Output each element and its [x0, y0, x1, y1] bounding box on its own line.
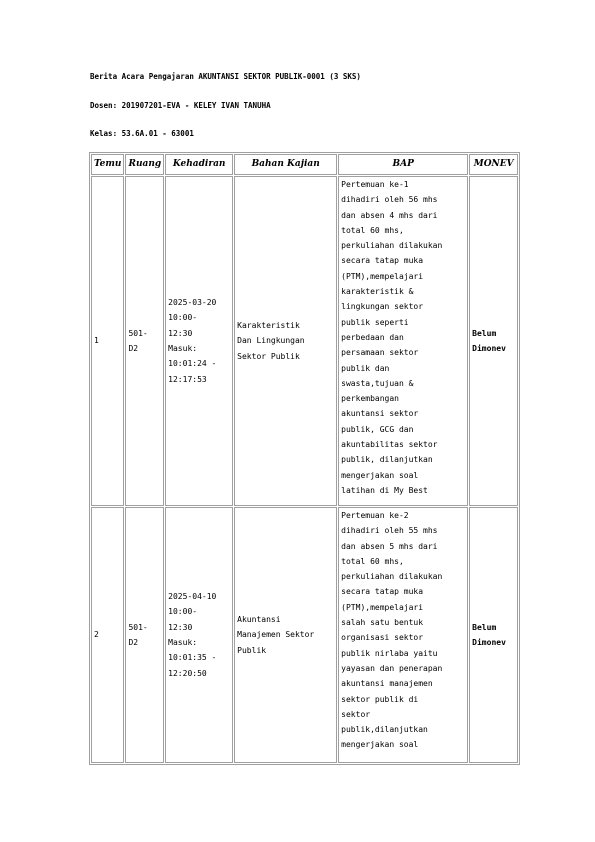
cell-monev — [469, 176, 518, 506]
cell-ruang — [125, 176, 164, 506]
cell-bahan-kajian-text: Karakteristik Dan Lingkungan Sektor Publik — [237, 321, 305, 361]
cell-temu-text: 2 — [94, 630, 99, 640]
bap-table — [89, 152, 520, 765]
cell-temu — [91, 176, 124, 506]
cell-kehadiran — [165, 507, 233, 763]
cell-ruang-text: 501- D2 — [128, 622, 148, 647]
cell-temu — [91, 507, 124, 763]
cell-bahan-kajian — [234, 176, 337, 506]
cell-bap — [338, 507, 468, 763]
table-row — [91, 507, 518, 763]
column-header-ruang: Ruang — [125, 154, 164, 175]
table-row — [91, 176, 518, 506]
cell-monev-text: Belum Dimonev — [472, 328, 506, 353]
column-header-kehadiran: Kehadiran — [165, 154, 233, 175]
column-header-bap: BAP — [338, 154, 468, 175]
cell-ruang-text: 501- D2 — [128, 328, 148, 353]
column-header-monev: MONEV — [469, 154, 518, 175]
cell-bap-text: Pertemuan ke-2 dihadiri oleh 55 mhs dan absen 5 mhs dari total 60 mhs, perkuliahan dilakukan secara tatap muka (PTM),mempelajari salah satu bentuk organisasi sektor publik nirlaba yaitu yayasan dan penerapan akuntansi manajemen sektor publik di sektor publik,dilanjutkan mengerjakan soal — [341, 511, 443, 750]
cell-ruang — [125, 507, 164, 763]
cell-kehadiran — [165, 176, 233, 506]
cell-monev — [469, 507, 518, 763]
cell-temu-text: 1 — [94, 336, 99, 346]
cell-monev-text: Belum Dimonev — [472, 622, 506, 647]
cell-bahan-kajian — [234, 507, 337, 763]
document-title: Berita Acara Pengajaran AKUNTANSI SEKTOR PUBLIK-0001 (3 SKS) — [90, 72, 361, 81]
table-header-row — [91, 154, 518, 175]
cell-bap — [338, 176, 468, 506]
cell-bahan-kajian-text: Akuntansi Manajemen Sektor Publik — [237, 615, 315, 655]
column-header-temu: Temu — [91, 154, 124, 175]
cell-kehadiran-text: 2025-03-20 10:00- 12:30 Masuk: 10:01:24 - 12:17:53 — [168, 298, 217, 384]
cell-kehadiran-text: 2025-04-10 10:00- 12:30 Masuk: 10:01:35 - 12:20:50 — [168, 592, 217, 678]
cell-bap-text: Pertemuan ke-1 dihadiri oleh 56 mhs dan absen 4 mhs dari total 60 mhs, perkuliahan dilakukan secara tatap muka (PTM),mempelajari karakteristik & lingkungan sektor publik seperti perbedaan dan persamaan sektor publik dan swasta,tujuan & perkembangan akuntansi sektor publik, GCG dan akuntabilitas sektor publik, dilanjutkan mengerjakan soal latihan di My Best — [341, 180, 443, 495]
column-header-bahan-kajian: Bahan Kajian — [234, 154, 337, 175]
class-line: Kelas: 53.6A.01 - 63001 — [90, 129, 194, 138]
lecturer-line: Dosen: 201907201-EVA - KELEY IVAN TANUHA — [90, 101, 271, 110]
